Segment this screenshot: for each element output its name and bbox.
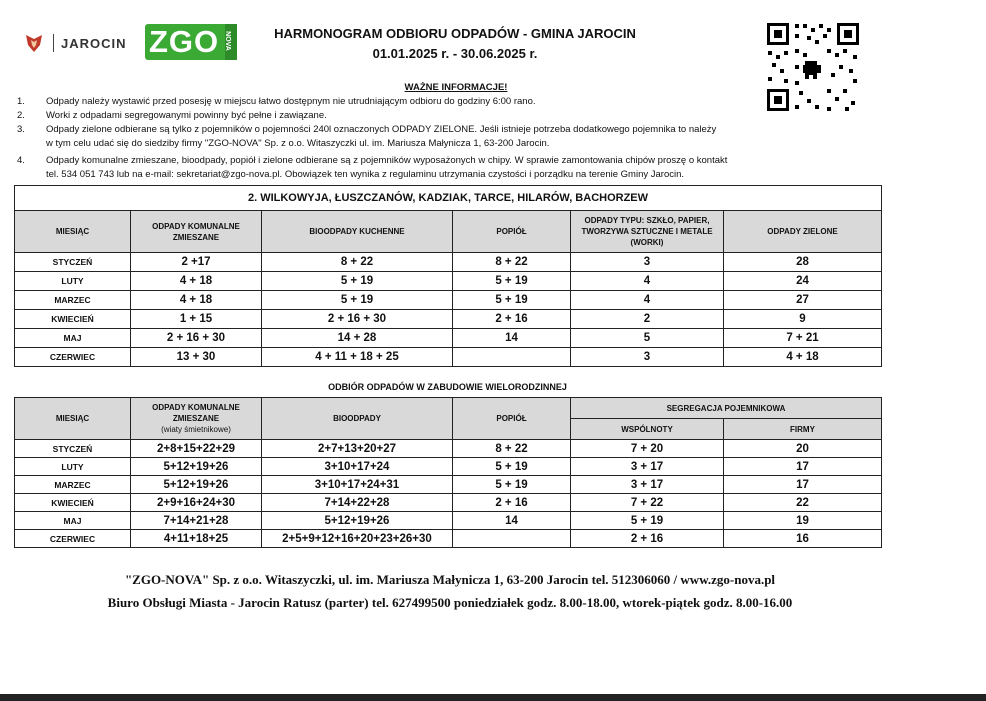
mixed-cell: 2 + 16 + 30 — [131, 329, 262, 348]
ash-cell: 8 + 22 — [453, 440, 571, 458]
month-cell: KWIECIEŃ — [15, 310, 131, 329]
month-cell: LUTY — [15, 458, 131, 476]
info-item-1 — [17, 95, 887, 109]
recyclables-cell: 2 — [571, 310, 724, 329]
mixed-cell: 7+14+21+28 — [131, 512, 262, 530]
ash-cell: 14 — [453, 512, 571, 530]
footer-office-hours: Biuro Obsługi Miasta - Jarocin Ratusz (parter) tel. 627499500 poniedziałek godz. 8.00-18.00, wtorek-piątek godz. 8.00-16.00 — [107, 595, 793, 610]
mixed-cell: 2+9+16+24+30 — [131, 494, 262, 512]
zgo-logo-subtext: NOVA — [223, 31, 231, 51]
info-item-text-line2: tel. 534 051 743 lub na e-mail: sekretariat@zgo-nova.pl. Obowiązek ten wynika z regulaminu utrzymania czystości i porządku na terenie Gminy Jarocin. — [46, 168, 685, 180]
table-body — [15, 253, 882, 367]
multifamily-table-title: ODBIÓR ODPADÓW W ZABUDOWIE WIELORODZINNEJ — [328, 382, 567, 392]
jarocin-logo — [22, 28, 132, 58]
ash-cell: 8 + 22 — [453, 253, 571, 272]
table-row — [15, 530, 882, 548]
ash-cell — [453, 530, 571, 548]
table-row — [15, 440, 882, 458]
bio-cell: 3+10+17+24+31 — [262, 476, 453, 494]
firms-cell: 19 — [724, 512, 882, 530]
green-cell: 24 — [724, 272, 882, 291]
firms-cell: 16 — [724, 530, 882, 548]
ash-cell: 5 + 19 — [453, 272, 571, 291]
info-heading: WAŻNE INFORMACJE! — [404, 82, 508, 93]
jarocin-emblem-icon — [22, 31, 46, 55]
mixed-cell: 2+8+15+22+29 — [131, 440, 262, 458]
bio-cell: 2+7+13+20+27 — [262, 440, 453, 458]
firms-cell: 20 — [724, 440, 882, 458]
recyclables-cell: 5 — [571, 329, 724, 348]
month-cell: STYCZEŃ — [15, 253, 131, 272]
month-cell: STYCZEŃ — [15, 440, 131, 458]
bio-cell: 3+10+17+24 — [262, 458, 453, 476]
mixed-cell: 4 + 18 — [131, 272, 262, 291]
header-bio: BIOODPADY — [262, 398, 453, 440]
month-cell: MAJ — [15, 329, 131, 348]
recyclables-cell: 3 — [571, 348, 724, 367]
month-cell: MAJ — [15, 512, 131, 530]
mixed-cell: 2 +17 — [131, 253, 262, 272]
info-item-text-line2: w tym celu udać się do siedziby firmy "ZGO-NOVA" Sp. z o.o. Witaszyczki ul. im. Mariusza Małynicza 1, 63-200 Jarocin. — [46, 137, 550, 149]
green-cell: 7 + 21 — [724, 329, 882, 348]
header-segregation: SEGREGACJA POJEMNIKOWA — [571, 398, 882, 419]
info-item-number: 3. — [17, 124, 25, 135]
shared-cell: 3 + 17 — [571, 458, 724, 476]
shared-cell: 3 + 17 — [571, 476, 724, 494]
header-firms: FIRMY — [724, 419, 882, 440]
header-ash: POPIÓŁ — [453, 398, 571, 440]
bio-cell: 14 + 28 — [262, 329, 453, 348]
info-item-number: 4. — [17, 155, 25, 166]
header-month: MIESIĄC — [15, 211, 131, 253]
info-item-number: 2. — [17, 110, 25, 121]
ash-cell: 2 + 16 — [453, 310, 571, 329]
month-cell: LUTY — [15, 272, 131, 291]
recyclables-cell: 4 — [571, 272, 724, 291]
mixed-cell: 5+12+19+26 — [131, 476, 262, 494]
shared-cell: 7 + 22 — [571, 494, 724, 512]
header-mixed-waste-label: ODPADY KOMUNALNE ZMIESZANE — [152, 403, 240, 423]
ash-cell — [453, 348, 571, 367]
bottom-border — [0, 694, 986, 701]
table-row — [15, 512, 882, 530]
header-ash: POPIÓŁ — [453, 211, 571, 253]
firms-cell: 17 — [724, 476, 882, 494]
month-cell: CZERWIEC — [15, 348, 131, 367]
schedule-table-multifamily — [14, 397, 882, 548]
month-cell: MARZEC — [15, 476, 131, 494]
info-item-3 — [17, 123, 887, 151]
header-green-waste: ODPADY ZIELONE — [724, 211, 882, 253]
info-item-4 — [17, 154, 887, 182]
table-row — [15, 253, 882, 272]
bio-cell: 2+5+9+12+16+20+23+26+30 — [262, 530, 453, 548]
table-row — [15, 291, 882, 310]
schedule-table-villages — [14, 185, 882, 367]
bio-cell: 5+12+19+26 — [262, 512, 453, 530]
header-recyclables: ODPADY TYPU: SZKŁO, PAPIER, TWORZYWA SZTUCZNE I METALE (WORKI) — [571, 211, 724, 253]
table-row — [15, 310, 882, 329]
mixed-cell: 1 + 15 — [131, 310, 262, 329]
bio-cell: 5 + 19 — [262, 272, 453, 291]
table-row — [15, 494, 882, 512]
info-item-2 — [17, 109, 887, 123]
shared-cell: 2 + 16 — [571, 530, 724, 548]
recyclables-cell: 3 — [571, 253, 724, 272]
header-mixed-waste-note: (wiaty śmietnikowe) — [161, 425, 231, 434]
header-month: MIESIĄC — [15, 398, 131, 440]
mixed-cell: 4 + 18 — [131, 291, 262, 310]
logo-divider — [53, 34, 54, 52]
ash-cell: 5 + 19 — [453, 458, 571, 476]
shared-cell: 7 + 20 — [571, 440, 724, 458]
table-row — [15, 272, 882, 291]
ash-cell: 5 + 19 — [453, 476, 571, 494]
month-cell: KWIECIEŃ — [15, 494, 131, 512]
info-item-number: 1. — [17, 96, 25, 107]
bio-cell: 4 + 11 + 18 + 25 — [262, 348, 453, 367]
mixed-cell: 4+11+18+25 — [131, 530, 262, 548]
table-row — [15, 348, 882, 367]
table-row — [15, 329, 882, 348]
month-cell: CZERWIEC — [15, 530, 131, 548]
title-line-1: HARMONOGRAM ODBIORU ODPADÓW - GMINA JAROCIN — [274, 26, 636, 41]
header-kitchen-bio: BIOODPADY KUCHENNE — [262, 211, 453, 253]
green-cell: 28 — [724, 253, 882, 272]
green-cell: 9 — [724, 310, 882, 329]
table-body — [15, 440, 882, 548]
green-cell: 4 + 18 — [724, 348, 882, 367]
footer-company-contact: "ZGO-NOVA" Sp. z o.o. Witaszyczki, ul. im. Mariusza Małynicza 1, 63-200 Jarocin tel. 512306060 / www.zgo-nova.pl — [124, 572, 776, 587]
ash-cell: 2 + 16 — [453, 494, 571, 512]
table-row — [15, 458, 882, 476]
ash-cell: 5 + 19 — [453, 291, 571, 310]
jarocin-logo-text: JAROCIN — [61, 35, 127, 51]
ash-cell: 14 — [453, 329, 571, 348]
shared-cell: 5 + 19 — [571, 512, 724, 530]
zgo-nova-logo — [145, 24, 237, 60]
header-mixed-waste: ODPADY KOMUNALNE ZMIESZANE — [131, 211, 262, 253]
bio-cell: 8 + 22 — [262, 253, 453, 272]
title-line-2: 01.01.2025 r. - 30.06.2025 r. — [372, 46, 538, 61]
green-cell: 27 — [724, 291, 882, 310]
info-item-text: Odpady zielone odbierane są tylko z pojemników o pojemności 240l oznaczonych ODPADY ZIELONE. Jeśli istnieje potrzeba dodatkowego pojemnika to należy — [46, 124, 717, 135]
recyclables-cell: 4 — [571, 291, 724, 310]
table-row — [15, 476, 882, 494]
schedule-title — [250, 24, 660, 64]
mixed-cell: 13 + 30 — [131, 348, 262, 367]
mixed-cell: 5+12+19+26 — [131, 458, 262, 476]
zgo-logo-text: ZGO — [149, 24, 220, 59]
info-item-text: Worki z odpadami segregowanymi powinny być pełne i zawiązane. — [46, 110, 327, 121]
firms-cell: 17 — [724, 458, 882, 476]
bio-cell: 5 + 19 — [262, 291, 453, 310]
bio-cell: 7+14+22+28 — [262, 494, 453, 512]
table-title: 2. WILKOWYJA, ŁUSZCZANÓW, KADZIAK, TARCE, HILARÓW, BACHORZEW — [15, 186, 882, 211]
info-item-text: Odpady należy wystawić przed posesję w miejscu łatwo dostępnym nie utrudniającym odbioru do godziny 6:00 rano. — [46, 96, 536, 107]
bio-cell: 2 + 16 + 30 — [262, 310, 453, 329]
header-shared: WSPÓLNOTY — [571, 419, 724, 440]
firms-cell: 22 — [724, 494, 882, 512]
header-mixed-waste — [131, 398, 262, 440]
info-item-text: Odpady komunalne zmieszane, bioodpady, popiół i zielone odbierane są z pojemników wyposażonych w chipy. W sprawie zamontowania chipów proszę o kontakt — [46, 155, 728, 166]
month-cell: MARZEC — [15, 291, 131, 310]
